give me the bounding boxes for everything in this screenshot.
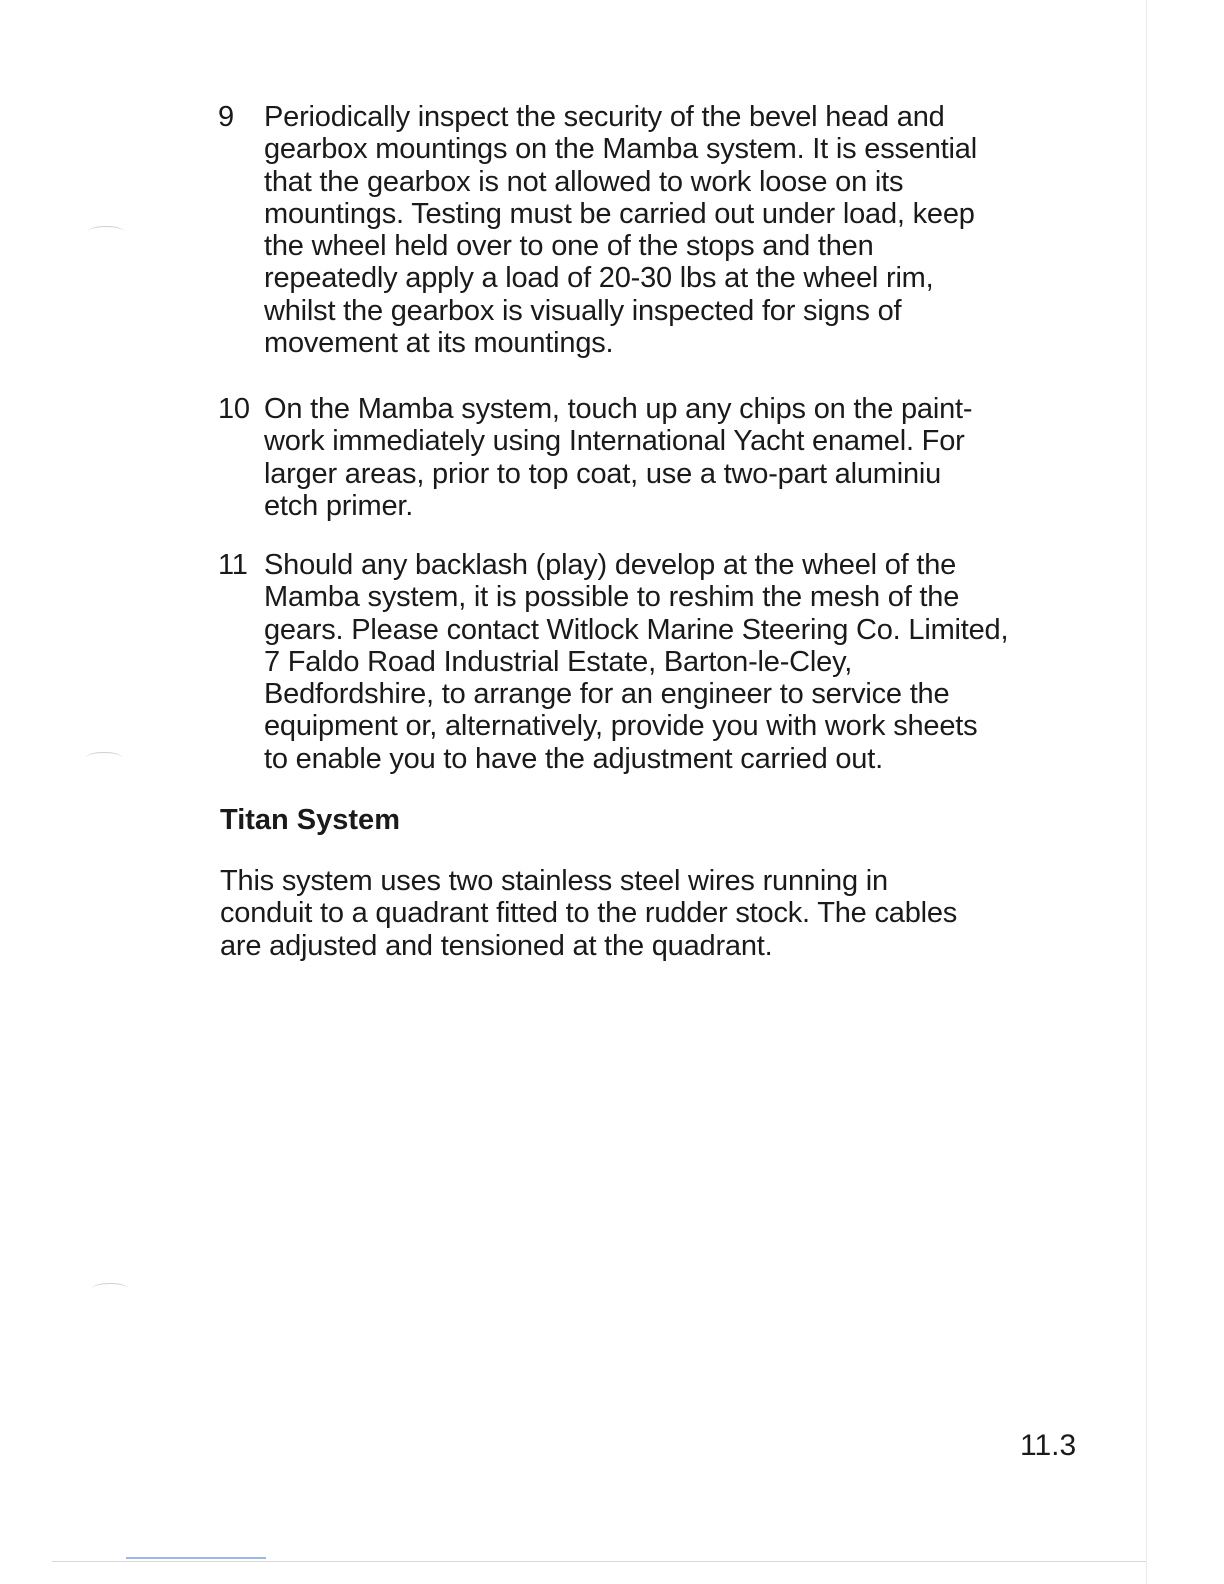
page-number: 11.3 bbox=[1020, 1429, 1077, 1462]
section-paragraph: This system uses two stainless steel wires running in conduit to a quadrant fitted to the rudder stock. The cables are adjusted and tensioned at the quadrant. bbox=[220, 865, 958, 962]
page-edge-right bbox=[1146, 0, 1147, 1584]
section-heading: Titan System bbox=[220, 804, 400, 836]
page-edge-mark bbox=[126, 1557, 266, 1559]
list-item-text: Should any backlash (play) develop at the wheel of the Mamba system, it is possible to reshim the mesh of the gears. Please contact Witlock Marine Steering Co. Limited, 7 Faldo Road Industrial Estate, Barton-le-Cley, Bedfordshire, to arrange for an engineer to service the equipment or, alternatively, provide you with work sheets to enable you to have the adjustment carried out. bbox=[264, 549, 1009, 775]
list-item-text: On the Mamba system, touch up any chips on the paint- work immediately using International Yacht enamel. For larger areas, prior to top coat, use a two-part aluminiu etch primer. bbox=[264, 393, 973, 522]
list-item-number: 9 bbox=[218, 101, 234, 133]
page-edge-bottom bbox=[52, 1561, 1146, 1562]
list-item-number: 10 bbox=[218, 393, 250, 425]
list-item-9 bbox=[218, 101, 1098, 359]
list-item-10 bbox=[218, 393, 1098, 522]
list-item-text: Periodically inspect the security of the bevel head and gearbox mountings on the Mamba system. It is essential that the gearbox is not allowed to work loose on its mountings. Testing must be carried out under load, keep the wheel held over to one of the stops and then repeatedly apply a load of 20-30 lbs at the wheel rim, whilst the gearbox is visually inspected for signs of movement at its mountings. bbox=[264, 101, 977, 360]
binder-hole-mark bbox=[88, 226, 124, 237]
list-item-number: 11 bbox=[218, 549, 248, 581]
list-item-11 bbox=[218, 549, 1098, 775]
binder-hole-mark bbox=[86, 752, 122, 763]
binder-hole-mark bbox=[92, 1283, 128, 1294]
